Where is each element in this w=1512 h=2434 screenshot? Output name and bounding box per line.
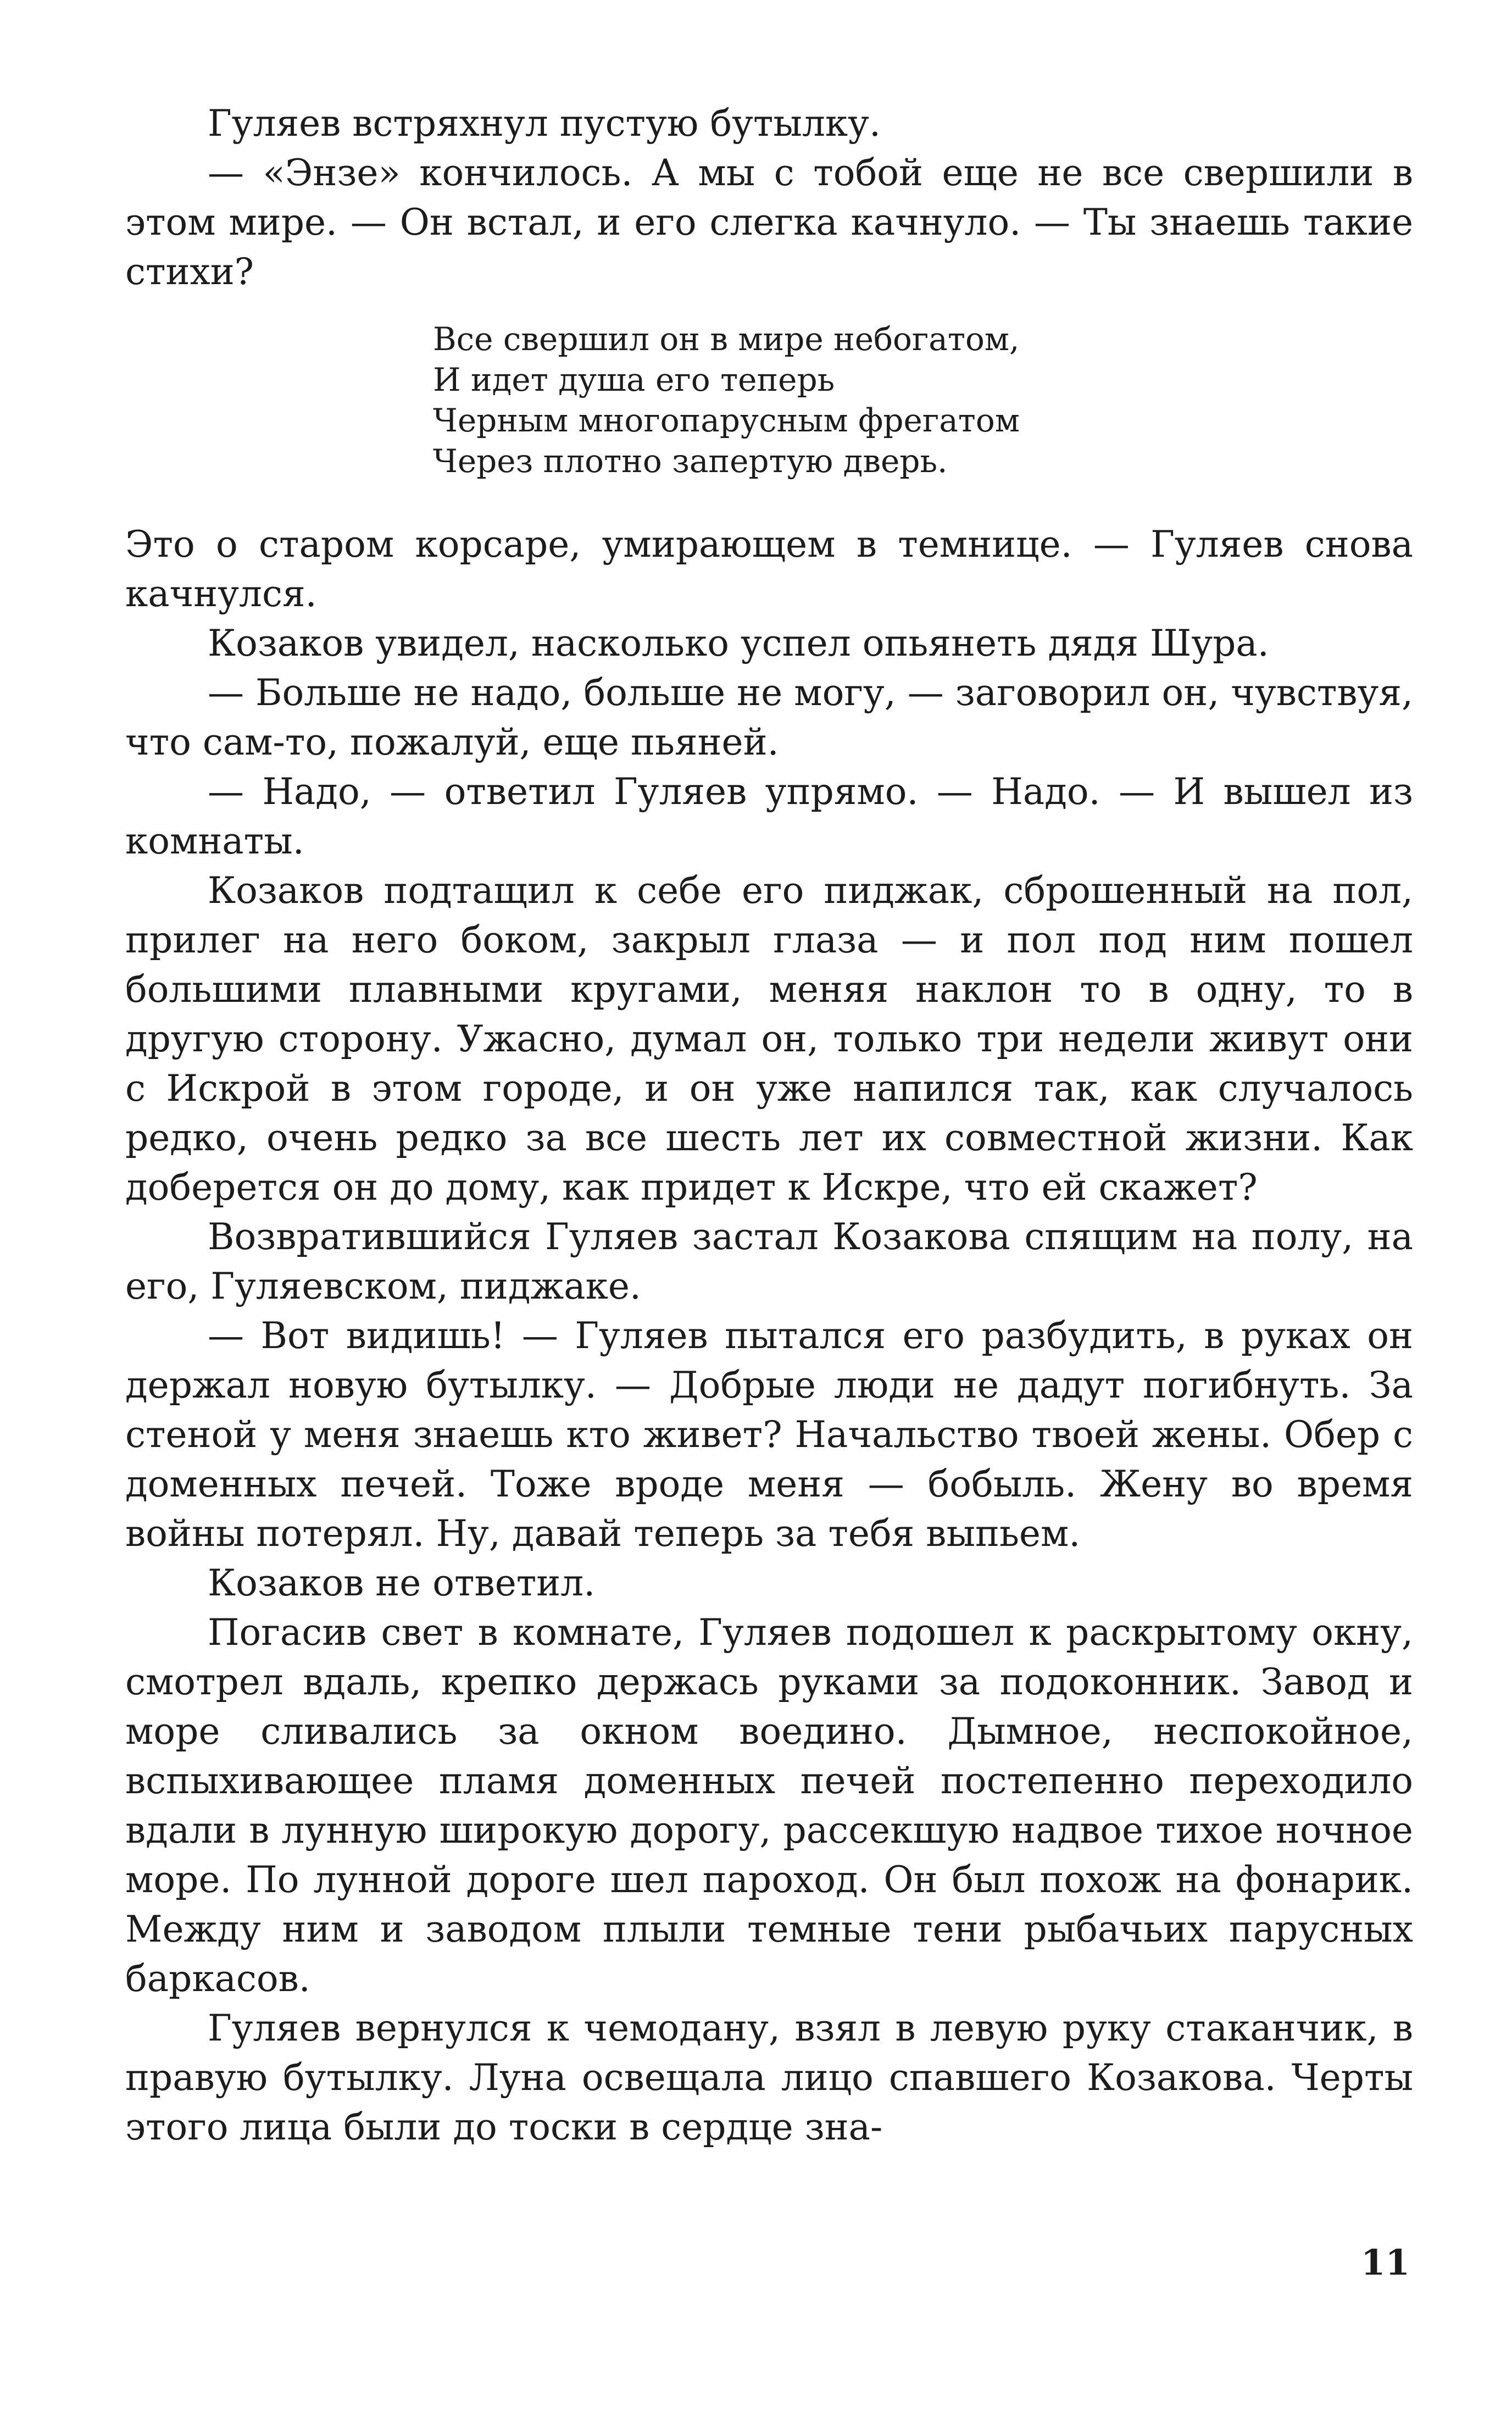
poem-line: Через плотно запертую дверь.: [433, 442, 948, 480]
paragraph: Возвратившийся Гуляев застал Козакова спящим на полу, на его, Гуляевском, пиджаке.: [125, 1216, 1413, 1307]
paragraph: Козаков не ответил.: [208, 1562, 596, 1604]
page-text: [125, 99, 1413, 2152]
paragraph: Гуляев вернулся к чемодану, взял в левую руку стаканчик, в правую бутылку. Луна освещала лицо спавшего Козакова. Черты этого лица были до тоски в сердце зна-: [125, 2007, 1413, 2148]
paragraph: — «Энзе» кончилось. А мы с тобой еще не все свершили в этом мире. — Он встал, и его слегка качнуло. — Ты знаешь такие стихи?: [125, 152, 1413, 293]
paragraph: — Вот видишь! — Гуляев пытался его разбудить, в руках он держал новую бутылку. — Добрые люди не дадут погибнуть. За стеной у меня знаешь кто живет? Начальство твоей жены. Обер с доменных печей. Тоже вроде меня — бобыль. Жену во время войны потерял. Ну, давай теперь за тебя выпьем.: [125, 1315, 1413, 1555]
paragraph: — Надо, — ответил Гуляев упрямо. — Надо. — И вышел из комнаты.: [125, 770, 1413, 862]
paragraph: Козаков увидел, насколько успел опьянеть дядя Шура.: [208, 622, 1269, 664]
paragraph: — Больше не надо, больше не могу, — заговорил он, чувствуя, что сам-то, пожалуй, еще пьяней.: [125, 672, 1413, 763]
poem-quote: [433, 319, 1413, 481]
paragraph: Погасив свет в комнате, Гуляев подошел к раскрытому окну, смотрел вдаль, крепко держась руками за подоконник. Завод и море сливались за окном воедино. Дымное, неспокойное, вспыхивающее пламя доменных печей постепенно переходило вдали в лунную широкую дорогу, рассекшую надвое тихое ночное море. По лунной дороге шел пароход. Он был похож на фонарик. Между ним и заводом плыли темные тени рыбачьих парусных баркасов.: [125, 1611, 1413, 2000]
poem-line: Черным многопарусным фрегатом: [433, 402, 1020, 439]
paragraph: Это о старом корсаре, умирающем в темнице. — Гуляев снова качнулся.: [125, 523, 1413, 615]
poem-line: И идет душа его теперь: [433, 361, 835, 398]
paragraph: Козаков подтащил к себе его пиджак, сброшенный на пол, прилег на него боком, закрыл глаза — и пол под ним пошел большими плавными кругами, меняя наклон то в одну, то в другую сторону. Ужасно, думал он, только три недели живут они с Искрой в этом городе, и он уже напился так, как случалось редко, очень редко за все шесть лет их совместной жизни. Как доберется он до дому, как придет к Искре, что ей скажет?: [125, 869, 1413, 1208]
page-number: 11: [1360, 2242, 1410, 2283]
paragraph: Гуляев встряхнул пустую бутылку.: [208, 102, 881, 145]
poem-line: Все свершил он в мире небогатом,: [433, 320, 1020, 358]
